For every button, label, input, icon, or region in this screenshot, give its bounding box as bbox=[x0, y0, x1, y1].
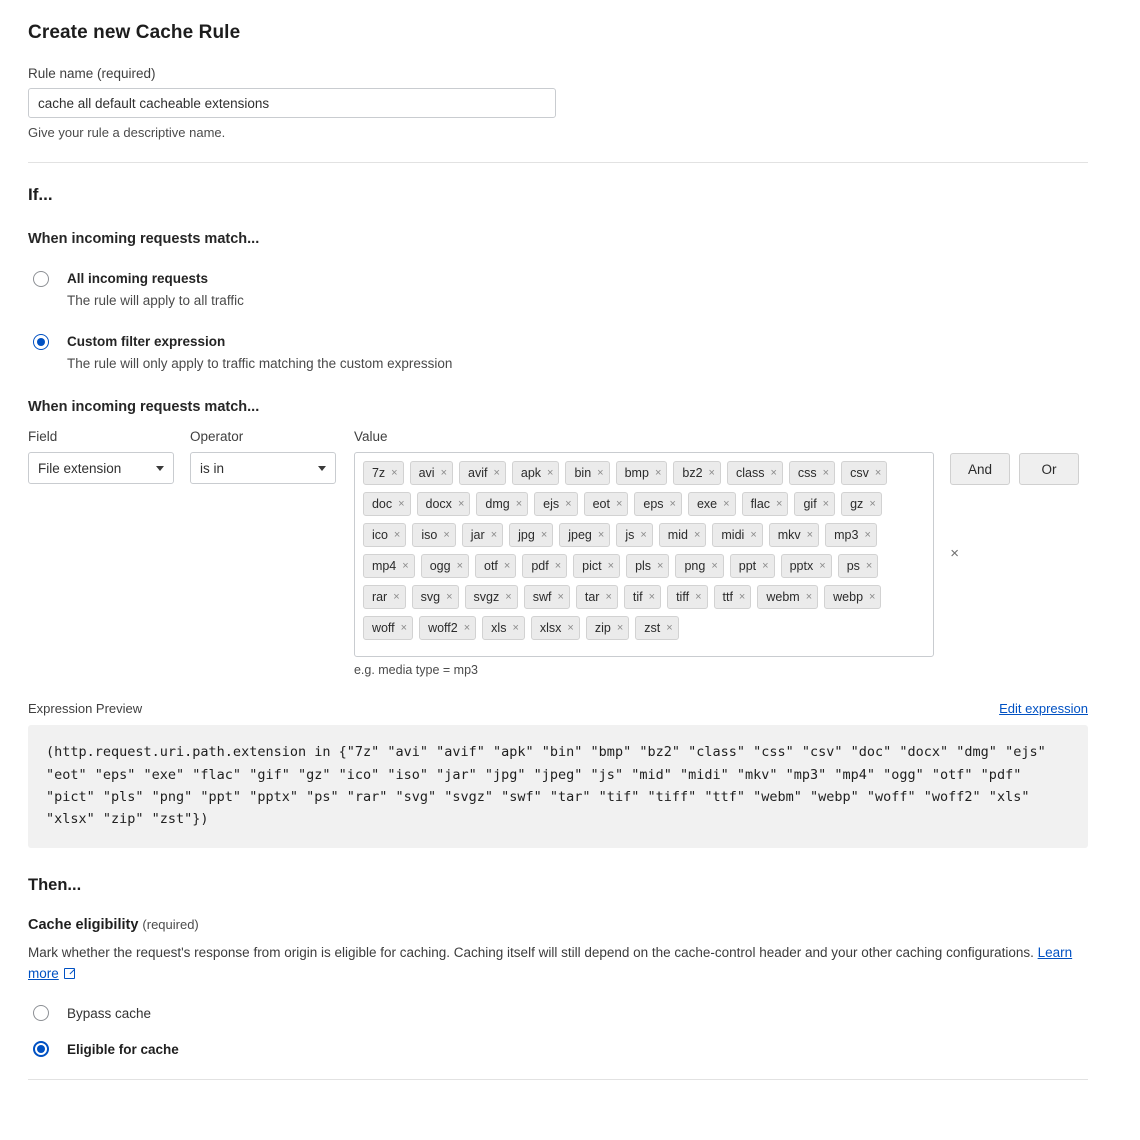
value-token-label: xlsx bbox=[539, 621, 562, 635]
value-token-label: pict bbox=[582, 559, 602, 573]
value-token-label: ico bbox=[371, 528, 388, 542]
value-column-label: Value bbox=[353, 429, 388, 445]
value-token[interactable] bbox=[667, 585, 707, 609]
radio-option-custom-filter-expression[interactable] bbox=[28, 332, 1088, 373]
rule-name-label: Rule name (required) bbox=[28, 66, 156, 81]
value-token[interactable] bbox=[363, 554, 415, 578]
value-token[interactable] bbox=[675, 554, 723, 578]
operator-select-value: is in bbox=[199, 460, 224, 476]
divider-bottom bbox=[28, 1079, 1088, 1080]
remove-token-icon[interactable]: × bbox=[723, 497, 730, 510]
value-token-label: gif bbox=[803, 497, 817, 511]
value-token-label: ppt bbox=[738, 559, 757, 573]
value-token-label: xls bbox=[491, 621, 507, 635]
remove-token-icon[interactable]: × bbox=[557, 590, 564, 603]
value-token[interactable] bbox=[584, 492, 629, 516]
remove-token-icon[interactable]: × bbox=[605, 590, 612, 603]
radio-desc-custom-filter: The rule will only apply to traffic matching the custom expression bbox=[67, 355, 453, 371]
value-token-label: ejs bbox=[543, 497, 560, 511]
value-hint: e.g. media type = mp3 bbox=[353, 663, 478, 678]
cache-eligibility-description-text: Mark whether the request's response from origin is eligible for caching. Caching itself will still depend on the cache-control header and your other caching configurations. bbox=[28, 945, 1038, 961]
value-token-label: avi bbox=[418, 466, 435, 480]
divider-top bbox=[28, 162, 1088, 163]
value-token[interactable] bbox=[635, 616, 678, 640]
remove-token-icon[interactable]: × bbox=[391, 466, 398, 479]
value-token-label: mkv bbox=[777, 528, 801, 542]
value-token[interactable] bbox=[838, 554, 879, 578]
remove-token-icon[interactable]: × bbox=[402, 559, 409, 572]
value-token[interactable] bbox=[742, 492, 789, 516]
remove-token-icon[interactable]: × bbox=[512, 621, 519, 634]
and-button[interactable]: And bbox=[950, 453, 1010, 485]
value-token[interactable] bbox=[730, 554, 775, 578]
expression-preview-header bbox=[28, 701, 1088, 716]
remove-token-icon[interactable]: × bbox=[776, 497, 783, 510]
value-token[interactable] bbox=[634, 492, 682, 516]
remove-token-icon[interactable]: × bbox=[616, 621, 624, 634]
value-token-label: mid bbox=[667, 528, 688, 542]
radio-label-custom-filter: Custom filter expression bbox=[67, 334, 226, 350]
rule-name-help: Give your rule a descriptive name. bbox=[28, 125, 226, 140]
value-token[interactable] bbox=[626, 554, 669, 578]
value-token-label: ogg bbox=[429, 559, 451, 573]
value-token[interactable] bbox=[412, 523, 455, 547]
value-token-label: woff bbox=[371, 621, 395, 635]
remove-token-icon[interactable]: × bbox=[505, 590, 512, 603]
value-token-label: ps bbox=[846, 559, 860, 573]
remove-token-icon[interactable]: × bbox=[864, 528, 871, 541]
builder-heading: When incoming requests match... bbox=[28, 399, 260, 416]
remove-token-icon[interactable]: × bbox=[457, 497, 465, 510]
value-token-label: pls bbox=[635, 559, 652, 573]
remove-token-icon[interactable]: × bbox=[657, 559, 664, 572]
remove-token-icon[interactable]: × bbox=[567, 621, 574, 634]
value-token-label: avif bbox=[468, 466, 488, 480]
value-token-label: tif bbox=[632, 590, 643, 604]
value-token-label: woff2 bbox=[428, 621, 458, 635]
value-token-label: tiff bbox=[676, 590, 690, 604]
remove-token-icon[interactable]: × bbox=[493, 466, 500, 479]
value-token[interactable] bbox=[363, 461, 404, 485]
radio-icon-custom-filter[interactable] bbox=[33, 334, 49, 350]
value-token[interactable] bbox=[465, 585, 518, 609]
value-token[interactable] bbox=[712, 523, 762, 547]
value-token-label: pdf bbox=[531, 559, 549, 573]
value-token-label: css bbox=[797, 466, 817, 480]
value-token[interactable] bbox=[459, 461, 506, 485]
value-token[interactable] bbox=[841, 461, 887, 485]
value-token-label: jar bbox=[470, 528, 485, 542]
value-token-label: svg bbox=[420, 590, 441, 604]
value-token-label: bz2 bbox=[682, 466, 703, 480]
remove-token-icon[interactable]: × bbox=[503, 559, 511, 572]
value-token-label: webm bbox=[766, 590, 800, 604]
value-token-label: svgz bbox=[473, 590, 500, 604]
value-token-label: zst bbox=[644, 621, 661, 635]
operator-column-label: Operator bbox=[189, 429, 244, 445]
value-token[interactable] bbox=[616, 523, 652, 547]
value-token[interactable] bbox=[412, 585, 459, 609]
value-token[interactable] bbox=[576, 585, 618, 609]
field-select-value: File extension bbox=[38, 460, 122, 476]
cache-eligibility-label-row bbox=[28, 917, 1088, 933]
remove-token-icon[interactable]: × bbox=[597, 466, 604, 479]
value-token-label: rar bbox=[371, 590, 388, 604]
value-token-label: csv bbox=[850, 466, 869, 480]
radio-option-bypass-cache[interactable] bbox=[28, 1005, 1088, 1021]
value-token[interactable] bbox=[769, 523, 819, 547]
value-token[interactable] bbox=[794, 492, 835, 516]
remove-token-icon[interactable]: × bbox=[565, 497, 572, 510]
expression-builder bbox=[28, 429, 1088, 677]
value-token[interactable] bbox=[573, 554, 620, 578]
value-column bbox=[353, 429, 959, 678]
value-token[interactable] bbox=[757, 585, 818, 609]
remove-token-icon[interactable]: × bbox=[443, 528, 450, 541]
remove-token-icon[interactable]: × bbox=[446, 590, 453, 603]
field-column bbox=[28, 429, 174, 484]
rule-name-group bbox=[28, 66, 1088, 140]
remove-token-icon[interactable]: × bbox=[400, 621, 408, 634]
remove-token-icon[interactable]: × bbox=[640, 528, 647, 541]
remove-token-icon[interactable]: × bbox=[865, 559, 873, 572]
value-token-label: tar bbox=[584, 590, 600, 604]
value-token[interactable] bbox=[534, 492, 577, 516]
value-token[interactable] bbox=[789, 461, 835, 485]
expression-preview-text: (http.request.uri.path.extension in {"7z" "avi" "avif" "apk" "bin" "bmp" "bz2" "class" "css" "csv" "doc" "docx" "dmg" "ejs" "eot" "eps" "exe" "flac" "gif" "gz" "ico" "iso" "jar" "jpg" "jpeg" "js" "mid" "midi" "mkv" "mp3" "mp4" "ogg" "otf" "pdf" "pict" "pls" "png" "ppt" "pptx" "ps" "rar" "svg" "svgz" "swf" "tar" "tif" "tiff" "ttf" "webm" "webp" "woff" "woff2" "xls" "xlsx" "zip" "zst"}) bbox=[28, 725, 1088, 848]
remove-token-icon[interactable]: × bbox=[708, 466, 715, 479]
radio-icon-all-requests[interactable] bbox=[33, 271, 49, 287]
remove-token-icon[interactable]: × bbox=[738, 590, 746, 603]
value-token[interactable] bbox=[673, 461, 721, 485]
value-token[interactable] bbox=[482, 616, 525, 640]
remove-token-icon[interactable]: × bbox=[456, 559, 463, 572]
value-token[interactable] bbox=[688, 492, 736, 516]
value-token[interactable] bbox=[522, 554, 567, 578]
rule-name-input[interactable] bbox=[28, 88, 556, 118]
remove-token-icon[interactable]: × bbox=[648, 590, 656, 603]
remove-token-icon[interactable]: × bbox=[463, 621, 471, 634]
remove-token-icon[interactable]: × bbox=[398, 497, 405, 510]
value-token-label: class bbox=[735, 466, 765, 480]
remove-token-icon[interactable]: × bbox=[750, 528, 757, 541]
external-link-icon bbox=[64, 968, 75, 979]
value-token-label: jpeg bbox=[568, 528, 592, 542]
value-token-label: doc bbox=[371, 497, 393, 511]
value-token[interactable] bbox=[462, 523, 503, 547]
remove-token-icon[interactable]: × bbox=[440, 466, 447, 479]
remove-token-icon[interactable]: × bbox=[869, 590, 876, 603]
remove-token-icon[interactable]: × bbox=[540, 528, 548, 541]
radio-icon-eligible-for-cache[interactable] bbox=[33, 1041, 49, 1057]
remove-token-icon[interactable]: × bbox=[869, 497, 876, 510]
value-token[interactable] bbox=[559, 523, 610, 547]
chevron-down-icon bbox=[318, 466, 326, 471]
value-token-label: otf bbox=[484, 559, 498, 573]
value-token-label: apk bbox=[520, 466, 542, 480]
value-token-label: mp4 bbox=[371, 559, 397, 573]
value-token[interactable] bbox=[363, 585, 406, 609]
value-token-label: js bbox=[625, 528, 635, 542]
operator-column bbox=[190, 429, 336, 484]
value-token[interactable] bbox=[524, 585, 570, 609]
radio-label-eligible-for-cache: Eligible for cache bbox=[67, 1041, 179, 1057]
remove-token-icon[interactable]: × bbox=[654, 466, 662, 479]
value-token[interactable] bbox=[531, 616, 580, 640]
cache-eligibility-label: Cache eligibility bbox=[28, 917, 139, 934]
if-section-heading: If... bbox=[28, 185, 53, 204]
page-title: Create new Cache Rule bbox=[28, 22, 241, 43]
clear-all-icon[interactable]: × bbox=[950, 545, 959, 563]
remove-token-icon[interactable]: × bbox=[490, 528, 498, 541]
field-select[interactable] bbox=[28, 452, 174, 484]
value-token-label: 7z bbox=[371, 466, 386, 480]
remove-token-icon[interactable]: × bbox=[597, 528, 605, 541]
value-token[interactable] bbox=[410, 461, 453, 485]
value-token-label: exe bbox=[696, 497, 718, 511]
radio-option-all-incoming-requests[interactable] bbox=[28, 269, 1088, 310]
value-token[interactable] bbox=[624, 585, 661, 609]
value-token-label: zip bbox=[594, 621, 611, 635]
logic-buttons bbox=[950, 453, 1088, 485]
chevron-down-icon bbox=[156, 466, 164, 471]
remove-token-icon[interactable]: × bbox=[711, 559, 718, 572]
radio-label-bypass-cache: Bypass cache bbox=[67, 1005, 152, 1021]
value-tokens-box[interactable] bbox=[354, 452, 959, 657]
remove-token-icon[interactable]: × bbox=[822, 497, 830, 510]
value-token-label: docx bbox=[425, 497, 452, 511]
remove-token-icon[interactable]: × bbox=[515, 497, 523, 510]
learn-more-link[interactable]: Learn more bbox=[28, 945, 1073, 982]
value-token[interactable] bbox=[421, 554, 469, 578]
value-token-label: ttf bbox=[722, 590, 733, 604]
value-token-label: eps bbox=[643, 497, 664, 511]
value-token-label: eot bbox=[592, 497, 610, 511]
or-button[interactable]: Or bbox=[1019, 453, 1079, 485]
remove-token-icon[interactable]: × bbox=[770, 466, 777, 479]
value-token[interactable] bbox=[363, 616, 413, 640]
value-token-label: mp3 bbox=[834, 528, 859, 542]
value-token[interactable] bbox=[509, 523, 553, 547]
value-token[interactable] bbox=[476, 492, 528, 516]
value-token[interactable] bbox=[363, 523, 406, 547]
radio-desc-all-requests: The rule will apply to all traffic bbox=[67, 292, 244, 308]
value-token-label: gz bbox=[850, 497, 864, 511]
operator-select[interactable] bbox=[190, 452, 336, 484]
then-section-heading: Then... bbox=[28, 876, 82, 895]
value-token[interactable] bbox=[363, 492, 411, 516]
remove-token-icon[interactable]: × bbox=[874, 466, 882, 479]
remove-token-icon[interactable]: × bbox=[762, 559, 769, 572]
edit-expression-link[interactable]: Edit expression bbox=[999, 701, 1088, 717]
remove-token-icon[interactable]: × bbox=[695, 590, 702, 603]
radio-option-eligible-for-cache[interactable] bbox=[28, 1041, 1088, 1057]
remove-token-icon[interactable]: × bbox=[805, 590, 813, 603]
value-token[interactable] bbox=[512, 461, 560, 485]
value-token[interactable] bbox=[824, 585, 881, 609]
cache-eligibility-required: (required) bbox=[142, 917, 199, 933]
remove-token-icon[interactable]: × bbox=[666, 621, 673, 634]
value-token[interactable] bbox=[565, 461, 609, 485]
expression-preview-label: Expression Preview bbox=[28, 701, 143, 717]
field-column-label: Field bbox=[28, 429, 58, 445]
value-token[interactable] bbox=[714, 585, 752, 609]
value-token-label: iso bbox=[421, 528, 438, 542]
remove-token-icon[interactable]: × bbox=[547, 466, 554, 479]
value-token[interactable] bbox=[825, 523, 877, 547]
if-section-subheading: When incoming requests match... bbox=[28, 231, 260, 247]
value-token-label: png bbox=[684, 559, 706, 573]
remove-token-icon[interactable]: × bbox=[669, 497, 676, 510]
remove-token-icon[interactable]: × bbox=[822, 466, 830, 479]
radio-label-all-requests: All incoming requests bbox=[67, 271, 209, 286]
value-token[interactable] bbox=[419, 616, 476, 640]
value-token-label: bin bbox=[574, 466, 592, 480]
remove-token-icon[interactable]: × bbox=[393, 528, 401, 541]
value-token[interactable] bbox=[616, 461, 668, 485]
value-token-label: midi bbox=[721, 528, 745, 542]
value-token-label: pptx bbox=[789, 559, 814, 573]
value-token-label: flac bbox=[750, 497, 771, 511]
remove-token-icon[interactable]: × bbox=[819, 559, 826, 572]
value-token[interactable] bbox=[659, 523, 707, 547]
value-token-label: dmg bbox=[485, 497, 510, 511]
radio-icon-bypass-cache[interactable] bbox=[33, 1005, 49, 1021]
value-token[interactable] bbox=[841, 492, 882, 516]
value-token[interactable] bbox=[781, 554, 832, 578]
cache-eligibility-description bbox=[28, 943, 1088, 985]
value-token[interactable] bbox=[475, 554, 516, 578]
value-token[interactable] bbox=[586, 616, 629, 640]
value-token-label: webp bbox=[833, 590, 864, 604]
remove-token-icon[interactable]: × bbox=[554, 559, 562, 572]
value-token-label: bmp bbox=[624, 466, 649, 480]
remove-token-icon[interactable]: × bbox=[806, 528, 814, 541]
value-token-label: jpg bbox=[518, 528, 535, 542]
remove-token-icon[interactable]: × bbox=[693, 528, 701, 541]
remove-token-icon[interactable]: × bbox=[615, 497, 623, 510]
value-token-label: swf bbox=[532, 590, 552, 604]
remove-token-icon[interactable]: × bbox=[607, 559, 615, 572]
value-token[interactable] bbox=[417, 492, 471, 516]
remove-token-icon[interactable]: × bbox=[393, 590, 400, 603]
value-token[interactable] bbox=[727, 461, 783, 485]
